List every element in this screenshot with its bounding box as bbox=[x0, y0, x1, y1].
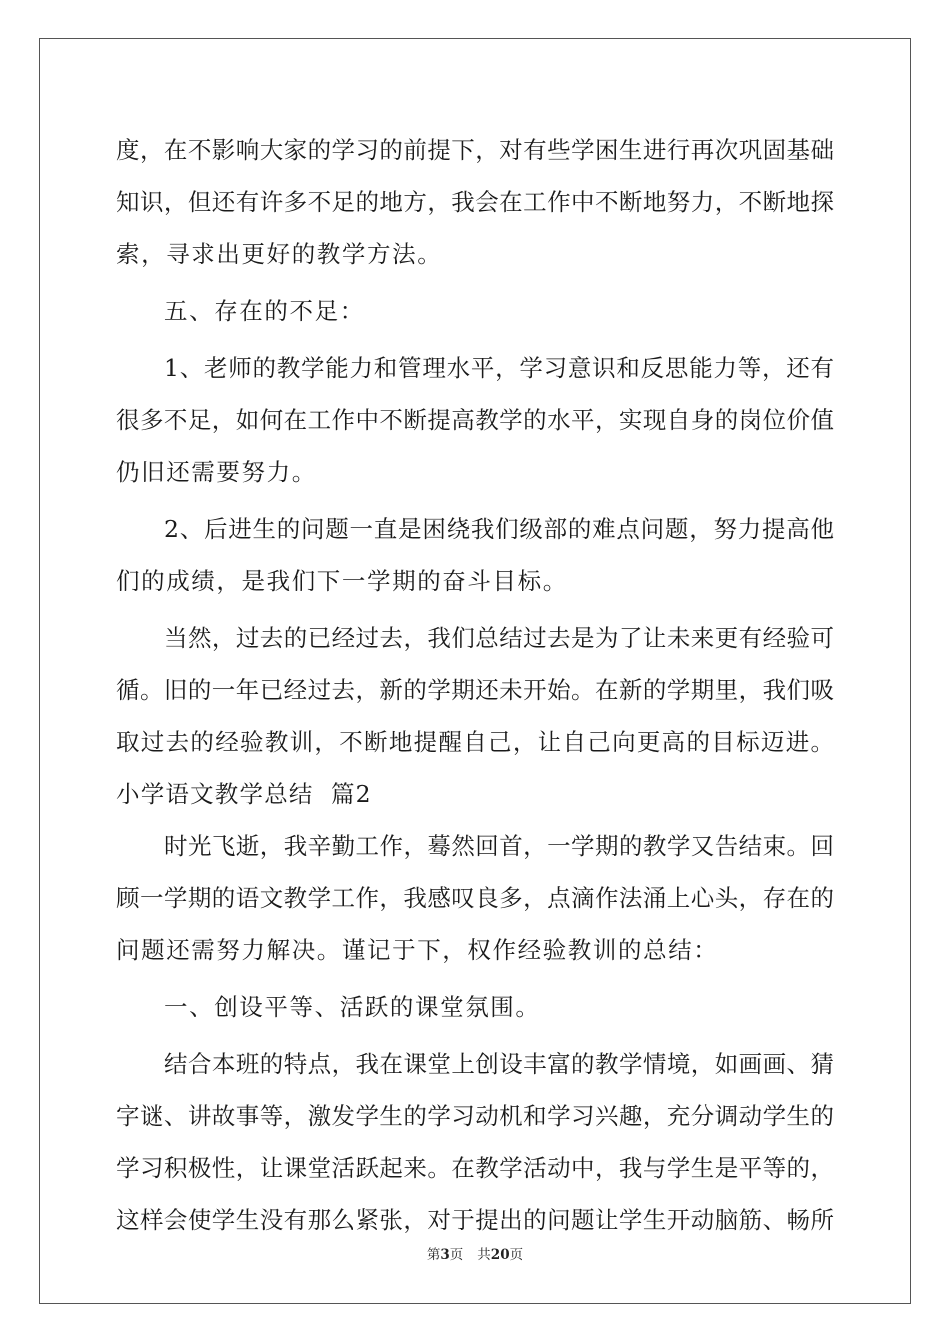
text-line: 字谜、讲故事等，激发学生的学习动机和学习兴趣，充分调动学生的 bbox=[116, 1102, 834, 1130]
text-line: 2、后进生的问题一直是困绕我们级部的难点问题，努力提高他 bbox=[164, 515, 834, 543]
section-heading: 五、存在的不足： bbox=[164, 297, 365, 325]
text-line: 学习积极性，让课堂活跃起来。在教学活动中，我与学生是平等的， bbox=[116, 1154, 834, 1182]
text-line: 问题还需努力解决。谨记于下，权作经验教训的总结： bbox=[116, 936, 719, 964]
text-line: 度，在不影响大家的学习的前提下，对有些学困生进行再次巩固基础 bbox=[116, 136, 834, 164]
text-line: 时光飞逝，我辛勤工作，蓦然回首，一学期的教学又告结束。回 bbox=[164, 832, 834, 860]
text-line: 顾一学期的语文教学工作，我感叹良多，点滴作法涌上心头，存在的 bbox=[116, 884, 834, 912]
text-line: 取过去的经验教训，不断地提醒自己，让自己向更高的目标迈进。 bbox=[116, 728, 834, 756]
text-line: 循。旧的一年已经过去，新的学期还未开始。在新的学期里，我们吸 bbox=[116, 676, 834, 704]
total-prefix: 共 bbox=[477, 1247, 491, 1263]
document-body bbox=[116, 124, 834, 1246]
total-suffix: 页 bbox=[509, 1247, 524, 1263]
current-page-number: 3 bbox=[440, 1247, 450, 1263]
article-title: 小学语文教学总结 篇2 bbox=[116, 780, 372, 808]
text-line: 仍旧还需要努力。 bbox=[116, 458, 317, 486]
text-line: 索，寻求出更好的教学方法。 bbox=[116, 240, 443, 268]
text-line: 知识，但还有许多不足的地方，我会在工作中不断地努力，不断地探 bbox=[116, 188, 834, 216]
text-line: 很多不足，如何在工作中不断提高教学的水平，实现自身的岗位价值 bbox=[116, 406, 834, 434]
page-suffix: 页 bbox=[449, 1247, 464, 1263]
page-prefix: 第 bbox=[426, 1247, 441, 1263]
text-line: 们的成绩，是我们下一学期的奋斗目标。 bbox=[116, 567, 568, 595]
page-footer bbox=[0, 1243, 950, 1263]
text-line: 当然，过去的已经过去，我们总结过去是为了让未来更有经验可 bbox=[164, 624, 834, 652]
section-heading: 一、创设平等、活跃的课堂氛围。 bbox=[164, 993, 541, 1021]
text-line: 这样会使学生没有那么紧张，对于提出的问题让学生开动脑筋、畅所 bbox=[116, 1206, 834, 1234]
text-line: 1、老师的教学能力和管理水平，学习意识和反思能力等，还有 bbox=[164, 354, 834, 382]
total-pages-number: 20 bbox=[490, 1247, 510, 1263]
text-line: 结合本班的特点，我在课堂上创设丰富的教学情境，如画画、猜 bbox=[164, 1050, 834, 1078]
